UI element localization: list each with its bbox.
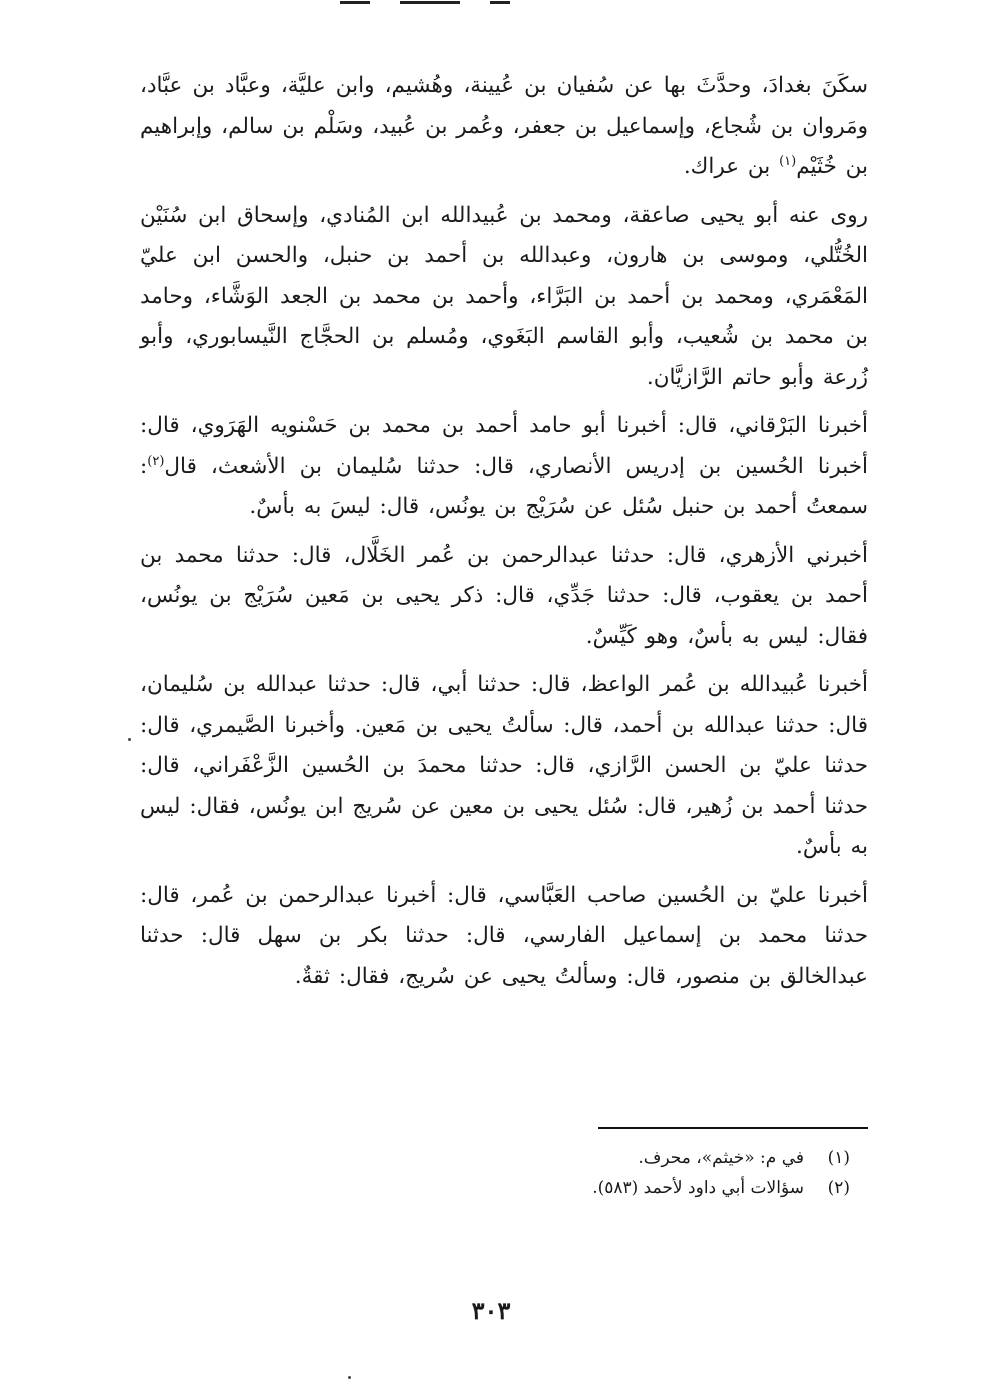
footnote-number: (١) bbox=[827, 1148, 850, 1168]
footnotes bbox=[300, 1143, 850, 1203]
paragraph-6: أخبرنا عليّ بن الحُسين صاحب العَبَّاسي، قال: أخبرنا عبدالرحمن بن عُمر، قال: حدثنا محمد بن إسماعيل الفارسي، قال: حدثنا بكر بن سهل قال: حدثنا عبدالخالق بن منصور، قال: وسألتُ يحيى عن سُريج، فقال: ثقةٌ. bbox=[140, 882, 868, 989]
main-text bbox=[140, 66, 868, 997]
paragraph-1: سكَنَ بغدادَ، وحدَّثَ بها عن سُفيان بن عُيينة، وهُشيم، وابن عليَّة، وعبَّاد بن عبَّاد، ومَروان بن شُجاع، وإسماعيل بن جعفر، وعُمر بن عُبيد، وسَلْم بن سالم، وإبراهيم بن خُثَيْم$^{(١)}$ بن عراك. bbox=[140, 73, 868, 179]
scan-speck bbox=[128, 738, 131, 741]
top-edge-marks bbox=[340, 0, 610, 6]
footnote-1 bbox=[300, 1143, 850, 1173]
footnote-separator bbox=[598, 1127, 868, 1129]
footnote-text: سؤالات أبي داود لأحمد (٥٨٣). bbox=[592, 1178, 804, 1198]
footnote-ref-2: (٢) bbox=[147, 453, 165, 469]
paragraph-3: أخبرنا البَرْقاني، قال: أخبرنا أبو حامد أحمد بن محمد بن حَسْنويه الهَرَوي، قال: أخبرنا الحُسين بن إدريس الأنصاري، قال: حدثنا سُليمان بن الأشعث، قال$^{(٢)}$: سمعتُ أحمد بن حنبل سُئل عن سُرَيْج بن يونُس، قال: ليسَ به بأسٌ. bbox=[140, 413, 868, 519]
footnote-text: في م: «خيثم»، محرف. bbox=[638, 1148, 804, 1168]
paragraph-5: أخبرنا عُبيدالله بن عُمر الواعظ، قال: حدثنا أبي، قال: حدثنا عبدالله بن سُليمان، قال: حدثنا عبدالله بن أحمد، قال: سألتُ يحيى بن مَعين. وأخبرنا الصَّيمري، قال: حدثنا عليّ بن الحسن الرَّازي، قال: حدثنا محمدَ بن الحُسين الزَّعْفَراني، قال: حدثنا أحمد بن زُهير، قال: سُئل يحيى بن معين عن سُريج ابن يونُس، فقال: ليس به بأسٌ. bbox=[140, 672, 868, 859]
footnote-ref-1: (١) bbox=[779, 153, 797, 169]
scan-speck bbox=[348, 1376, 351, 1379]
page-number: ٣٠٣ bbox=[471, 1296, 511, 1325]
footnote-2 bbox=[300, 1173, 850, 1203]
footnote-number: (٢) bbox=[827, 1178, 850, 1198]
paragraph-4: أخبرني الأزهري، قال: حدثنا عبدالرحمن بن عُمر الخَلَّال، قال: حدثنا محمد بن أحمد بن يعقوب، قال: حدثنا جَدِّي، قال: ذكر يحيى بن مَعين سُرَيْج بن يونُس، فقال: ليس به بأسٌ، وهو كَيِّسٌ. bbox=[140, 542, 868, 649]
paragraph-2: روى عنه أبو يحيى صاعقة، ومحمد بن عُبيدالله ابن المُنادي، وإسحاق ابن سُنَيْن الخُتُّلي، وموسى بن هارون، وعبدالله بن أحمد بن حنبل، والحسن ابن عليّ المَعْمَري، ومحمد بن أحمد بن البَرَّاء، وأحمد بن محمد بن الجعد الوَشَّاء، وحامد بن محمد بن شُعيب، وأبو القاسم البَغَوي، ومُسلم بن الحجَّاج النَّيسابوري، وأبو زُرعة وأبو حاتم الرَّازيَّان. bbox=[140, 202, 868, 390]
